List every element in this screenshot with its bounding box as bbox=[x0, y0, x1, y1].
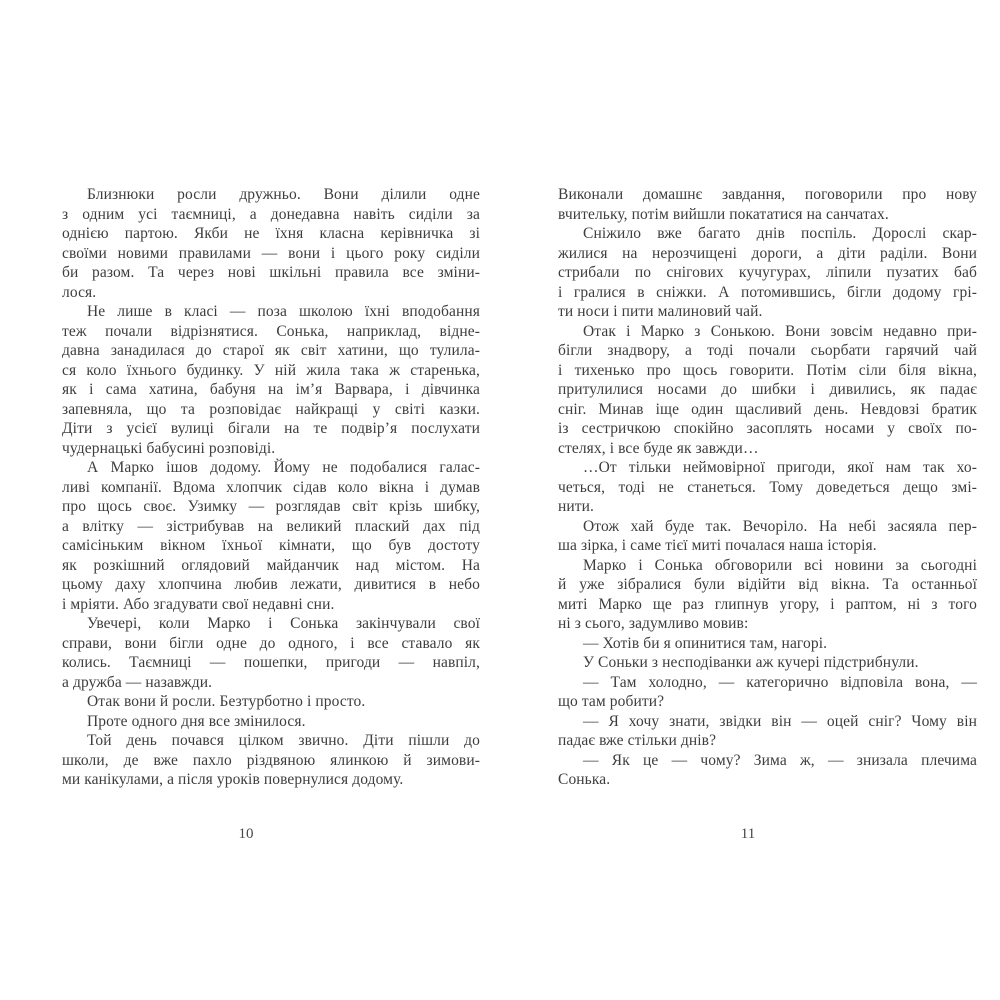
text-line: Не лише в класі — поза школою їхні вподобання bbox=[87, 303, 480, 320]
text-line: й уже зібралися були відійти від вікна. Та останньої bbox=[558, 576, 977, 593]
text-line: би разом. Та через нові шкільні правила все зміни- bbox=[62, 264, 480, 281]
paragraph bbox=[558, 322, 977, 459]
page-10-text-column bbox=[62, 185, 480, 790]
text-line: і гралися в сніжки. А потомившись, бігли додому грі- bbox=[558, 283, 977, 301]
paragraph bbox=[558, 634, 977, 654]
text-line: із сестричкою спокійно засоплять носами у своїх по- bbox=[558, 420, 977, 437]
text-line: як розкішний оглядовий майданчик над містом. На bbox=[62, 556, 480, 574]
text-line: лося. bbox=[62, 283, 97, 301]
text-line: цьому даху хлопчина любив лежати, дивитися в небо bbox=[62, 576, 480, 593]
text-line: ливі компанії. Вдома хлопчик сідав коло вікна і думав bbox=[62, 478, 480, 496]
page-number-left: 10 bbox=[238, 826, 254, 842]
text-line: Той день почався цілком звично. Діти пішли до bbox=[87, 732, 480, 749]
text-line: — Хотів би я опинитися там, нагорі. bbox=[583, 634, 828, 652]
text-line: Увечері, коли Марко і Сонька закінчували свої bbox=[87, 615, 480, 632]
text-line: Сніжило вже багато днів поспіль. Дорослі скар- bbox=[583, 225, 977, 242]
text-line: ні з сього, задумливо мовив: bbox=[558, 615, 749, 632]
text-line: чудернацькі бабусині розповіді. bbox=[62, 439, 276, 457]
text-line: давна занадилася до старої як світ хатини, що тулила- bbox=[62, 342, 480, 359]
text-line: стрибали по снігових кучугурах, ліпили пузатих баб bbox=[558, 264, 977, 281]
text-line: вчительку, потім вийшли покататися на санчатах. bbox=[558, 205, 889, 223]
paragraph bbox=[62, 731, 480, 790]
text-line: і тихенько про щось говорити. Потім сіли біля вікна, bbox=[558, 361, 977, 379]
text-line: нити. bbox=[558, 498, 595, 515]
text-line: Виконали домашнє завдання, поговорили про нову bbox=[558, 186, 977, 203]
text-line: своїми новими правилами — вони і цього року сиділи bbox=[62, 244, 480, 262]
paragraph bbox=[558, 224, 977, 322]
paragraph bbox=[558, 712, 977, 751]
text-line: а дружба — назавжди. bbox=[62, 673, 213, 691]
text-line: теж почали відрізнятися. Сонька, наприклад, відне- bbox=[62, 322, 480, 340]
paragraph bbox=[558, 517, 977, 556]
text-line: про щось своє. Узимку — розглядав світ крізь шибку, bbox=[62, 498, 480, 515]
text-line: а влітку — зістрибував на великий плаский дах під bbox=[62, 517, 480, 535]
text-line: запевняла, що та розповідає найкращі у світі казки. bbox=[62, 400, 480, 418]
text-line: Марко і Сонька обговорили всі новини за сьогодні bbox=[583, 556, 977, 574]
paragraph bbox=[62, 712, 480, 732]
paragraph bbox=[558, 673, 977, 712]
text-line: Близнюки росли дружньо. Вони ділили одне bbox=[87, 186, 480, 203]
text-line: — Там холодно, — категорично відповіла вона, — bbox=[583, 673, 977, 691]
text-line: У Соньки з несподіванки аж кучері підстрибнули. bbox=[583, 654, 919, 671]
text-line: Сонька. bbox=[558, 771, 611, 788]
text-line: однією партою. Якби не їхня класна керівничка зі bbox=[62, 225, 480, 242]
text-line: бігли знадвору, а тоді почали сьорбати гарячий чай bbox=[558, 342, 977, 359]
text-line: як і сама хатина, бабуня на ім’я Варвара, і дівчинка bbox=[62, 381, 480, 398]
text-line: школи, де вже пахло різдвяною ялинкою й зимови- bbox=[62, 751, 480, 769]
text-line: миті Марко ще раз глипнув угору, і раптом, ні з того bbox=[558, 595, 977, 613]
text-line: Отак вони й росли. Безтурботно і просто. bbox=[87, 693, 366, 710]
paragraph bbox=[62, 458, 480, 614]
text-line: ми канікулами, а після уроків повернулися додому. bbox=[62, 771, 404, 788]
paragraph bbox=[558, 653, 977, 673]
text-line: стелях, і все буде як завжди… bbox=[558, 439, 759, 457]
text-line: що там робити? bbox=[558, 693, 665, 710]
text-line: жилися на нерозчищені дороги, а діти раділи. Вони bbox=[558, 244, 977, 262]
paragraph bbox=[62, 614, 480, 692]
paragraph bbox=[558, 458, 977, 517]
text-line: притулилися носами до шибки і дивились, як падає bbox=[558, 381, 977, 398]
text-line: падає вже стільки днів? bbox=[558, 732, 717, 749]
text-line: Отож хай буде так. Вечоріло. На небі засяяла пер- bbox=[583, 517, 977, 535]
text-line: Проте одного дня все змінилося. bbox=[87, 712, 306, 730]
text-line: ся коло їхнього будинку. У ній жила така ж старенька, bbox=[62, 361, 480, 379]
text-line: і мріяти. Або згадувати свої недавні сни. bbox=[62, 595, 335, 613]
paragraph bbox=[62, 302, 480, 458]
text-line: Отак і Марко з Сонькою. Вони зовсім недавно при- bbox=[583, 322, 977, 340]
text-line: з одним усі таємниці, а донедавна навіть сиділи за bbox=[62, 205, 480, 223]
paragraph bbox=[558, 185, 977, 224]
text-line: ти носи і пити малиновий чай. bbox=[558, 303, 763, 320]
paragraph bbox=[62, 692, 480, 712]
page-11-text-column bbox=[558, 185, 977, 790]
paragraph bbox=[62, 185, 480, 302]
text-line: самісіньким вікном їхньої кімнати, що був достоту bbox=[62, 537, 480, 554]
text-line: А Марко ішов додому. Йому не подобалися галас- bbox=[87, 459, 480, 476]
text-line: …От тільки неймовірної пригоди, якої нам так хо- bbox=[583, 459, 977, 476]
page-number-right: 11 bbox=[740, 826, 756, 842]
paragraph bbox=[558, 556, 977, 634]
paragraph bbox=[558, 751, 977, 790]
text-line: колись. Таємниці — пошепки, пригоди — навпіл, bbox=[62, 654, 480, 671]
text-line: ша зірка, і саме тієї миті почалася наша історія. bbox=[558, 537, 877, 554]
text-line: Діти з усієї вулиці бігали на те подвір’я послухати bbox=[62, 420, 480, 437]
text-line: — Я хочу знати, звідки він — оцей сніг? Чому він bbox=[583, 712, 977, 730]
text-line: справи, вони бігли одне до одного, і все ставало як bbox=[62, 634, 480, 652]
text-line: четься, тоді не станеться. Тому доведеться дещо змі- bbox=[558, 478, 977, 496]
text-line: сніг. Минав іще один щасливий день. Невдовзі братик bbox=[558, 400, 977, 418]
text-line: — Як це — чому? Зима ж, — знизала плечима bbox=[583, 751, 977, 769]
